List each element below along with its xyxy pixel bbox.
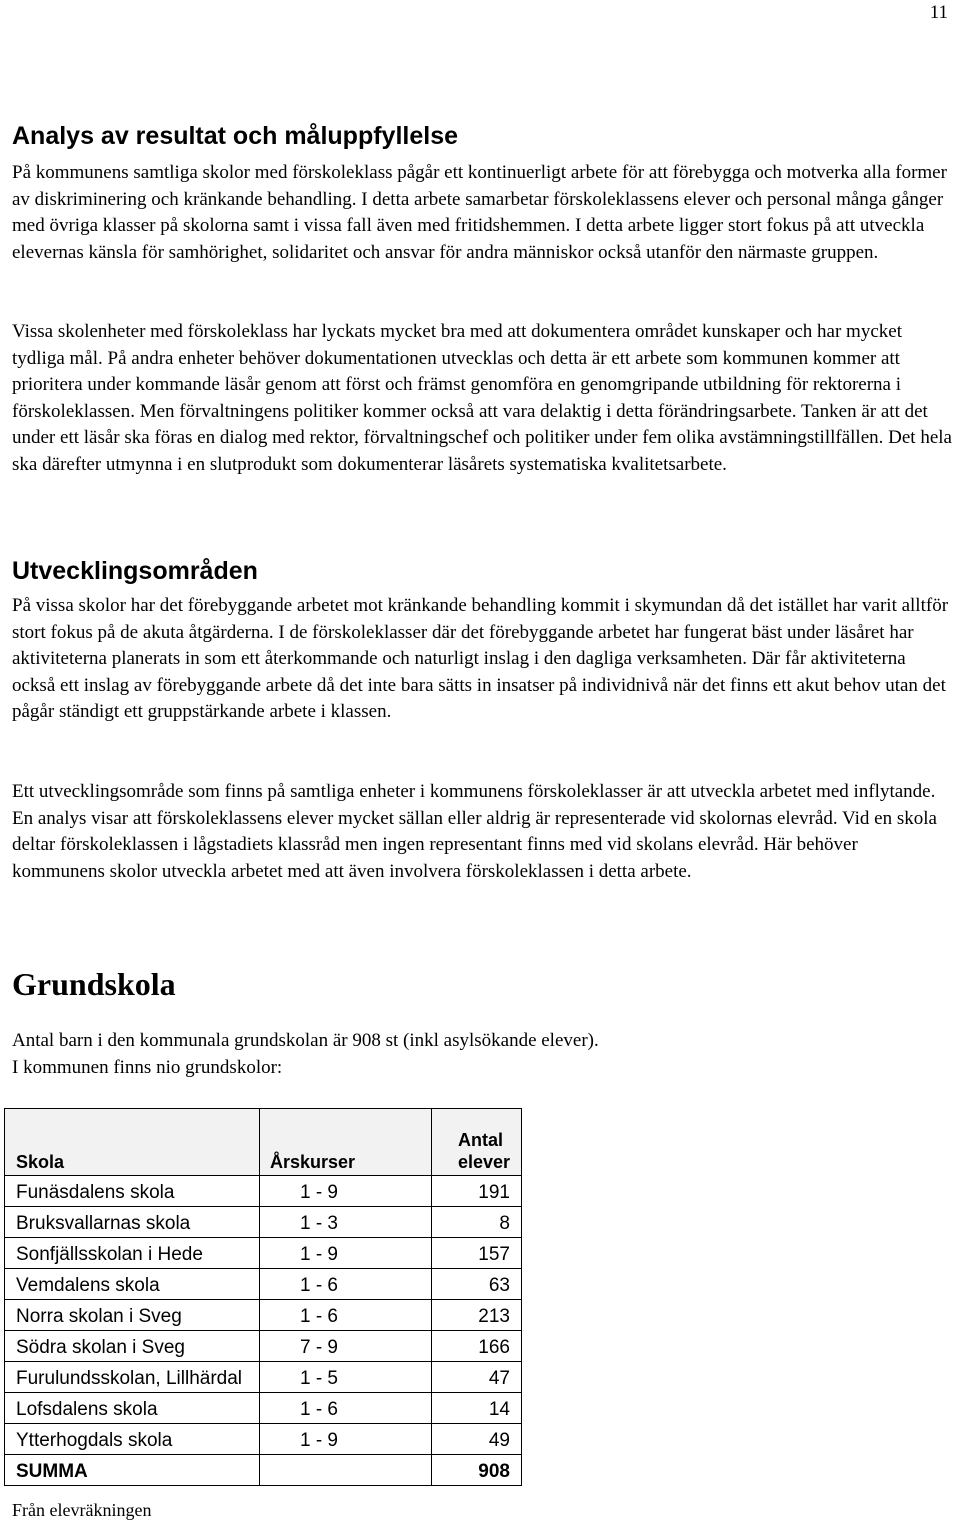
paragraph-utveckling-2: Ett utvecklingsområde som finns på samtliga enheter i kommunens förskoleklasser är att utveckla arbetet med inflytande. En analys visar att förskoleklassens elever mycket sällan eller aldrig är representerade vid skolornas elevråd. Vid en skola deltar förskoleklassen i lågstadiets klassråd men ingen representant finns med vid skolans elevråd. Här behöver kommunens skolor utveckla arbetet med att även involvera förskoleklassen i detta arbete. bbox=[12, 781, 937, 882]
section-heading-grundskola: Grundskola bbox=[12, 966, 176, 1002]
header-arskurser: Årskurser bbox=[259, 1109, 431, 1176]
table-row bbox=[5, 1300, 522, 1331]
table-row bbox=[5, 1207, 522, 1238]
student-count-cell: 49 bbox=[431, 1424, 521, 1455]
grades-cell: 1 - 9 bbox=[259, 1238, 431, 1269]
section-heading-analys: Analys av resultat och måluppfyllelse bbox=[12, 122, 458, 150]
student-count-cell: 14 bbox=[431, 1393, 521, 1424]
student-count-cell: 213 bbox=[431, 1300, 521, 1331]
school-name-cell: Bruksvallarnas skola bbox=[5, 1207, 260, 1238]
table-row bbox=[5, 1269, 522, 1300]
table-header-row bbox=[5, 1109, 522, 1176]
table-row bbox=[5, 1393, 522, 1424]
page-number: 11 bbox=[929, 2, 948, 23]
school-name-cell: Lofsdalens skola bbox=[5, 1393, 260, 1424]
school-name-cell: Vemdalens skola bbox=[5, 1269, 260, 1300]
paragraph-utveckling-1: På vissa skolor har det förebyggande arbetet mot kränkande behandling kommit i skymundan då det istället har varit alltför stort fokus på de akuta åtgärderna. I de förskoleklasser där det förebyggande arbetet har fungerat bäst under läsåret har aktiviteterna planerats in som ett återkommande och naturligt inslag i den dagliga verksamheten. Där får aktiviteterna också ett inslag av förebyggande arbete då det inte bara sätts in insatser på individnivå när det finns ett akut behov utan det pågår ständigt ett gruppstärkande arbete i klassen. bbox=[12, 595, 949, 723]
table-row bbox=[5, 1424, 522, 1455]
grades-cell: 1 - 6 bbox=[259, 1300, 431, 1331]
total-label: SUMMA bbox=[5, 1455, 260, 1486]
student-count-cell: 166 bbox=[431, 1331, 521, 1362]
school-name-cell: Norra skolan i Sveg bbox=[5, 1300, 260, 1331]
source-note: Från elevräkningen bbox=[12, 1500, 152, 1520]
student-count-cell: 8 bbox=[431, 1207, 521, 1238]
student-count-cell: 63 bbox=[431, 1269, 521, 1300]
grades-cell: 1 - 3 bbox=[259, 1207, 431, 1238]
table-row bbox=[5, 1331, 522, 1362]
header-skola: Skola bbox=[5, 1109, 260, 1176]
school-name-cell: Södra skolan i Sveg bbox=[5, 1331, 260, 1362]
grades-cell: 1 - 9 bbox=[259, 1176, 431, 1207]
paragraph-analys-2: Vissa skolenheter med förskoleklass har lyckats mycket bra med att dokumentera området kunskaper och har mycket tydliga mål. På andra enheter behöver dokumentationen utvecklas och detta är ett arbete som kommunen kommer att prioritera under kommande läsår genom att först och främst genomföra en genomgripande utbildning för rektorerna i förskoleklassen. Men förvaltningens politiker kommer också att vara delaktig i detta förändringsarbete. Tanken är att det under ett läsår ska föras en dialog med rektor, förvaltningschef och politiker under fem olika avstämningstillfällen. Det hela ska därefter utmynna i en slutprodukt som dokumenterar läsårets systematiska kvalitetsarbete. bbox=[12, 321, 952, 475]
school-name-cell: Sonfjällsskolan i Hede bbox=[5, 1238, 260, 1269]
table-row bbox=[5, 1362, 522, 1393]
section-heading-utvecklingsomraden: Utvecklingsområden bbox=[12, 557, 258, 585]
student-count-cell: 47 bbox=[431, 1362, 521, 1393]
student-count-cell: 191 bbox=[431, 1176, 521, 1207]
student-count-cell: 157 bbox=[431, 1238, 521, 1269]
table-row bbox=[5, 1176, 522, 1207]
grades-cell: 1 - 5 bbox=[259, 1362, 431, 1393]
header-antal-elever: Antal elever bbox=[431, 1109, 521, 1176]
grades-cell: 1 - 9 bbox=[259, 1424, 431, 1455]
school-name-cell: Furulundsskolan, Lillhärdal bbox=[5, 1362, 260, 1393]
school-name-cell: Ytterhogdals skola bbox=[5, 1424, 260, 1455]
grundskola-count-text: Antal barn i den kommunala grundskolan är 908 st (inkl asylsökande elever). bbox=[12, 1030, 599, 1051]
paragraph-analys-1: På kommunens samtliga skolor med förskoleklass pågår ett kontinuerligt arbete för att förebygga och motverka alla former av diskriminering och kränkande behandling. I detta arbete samarbetar förskoleklassens elever och personal många gånger med övriga klasser på skolorna samt i vissa fall även med fritidshemmen. I detta arbete ligger stort fokus på att utveckla elevernas känsla för samhörighet, solidaritet och ansvar för andra människor också utanför den närmaste gruppen. bbox=[12, 162, 947, 263]
schools-table bbox=[4, 1108, 522, 1486]
table-row bbox=[5, 1238, 522, 1269]
total-grades-cell bbox=[259, 1455, 431, 1486]
school-name-cell: Funäsdalens skola bbox=[5, 1176, 260, 1207]
total-value: 908 bbox=[431, 1455, 521, 1486]
grundskola-intro-text: I kommunen finns nio grundskolor: bbox=[12, 1057, 283, 1078]
grades-cell: 1 - 6 bbox=[259, 1393, 431, 1424]
grades-cell: 1 - 6 bbox=[259, 1269, 431, 1300]
table-total-row bbox=[5, 1455, 522, 1486]
grades-cell: 7 - 9 bbox=[259, 1331, 431, 1362]
